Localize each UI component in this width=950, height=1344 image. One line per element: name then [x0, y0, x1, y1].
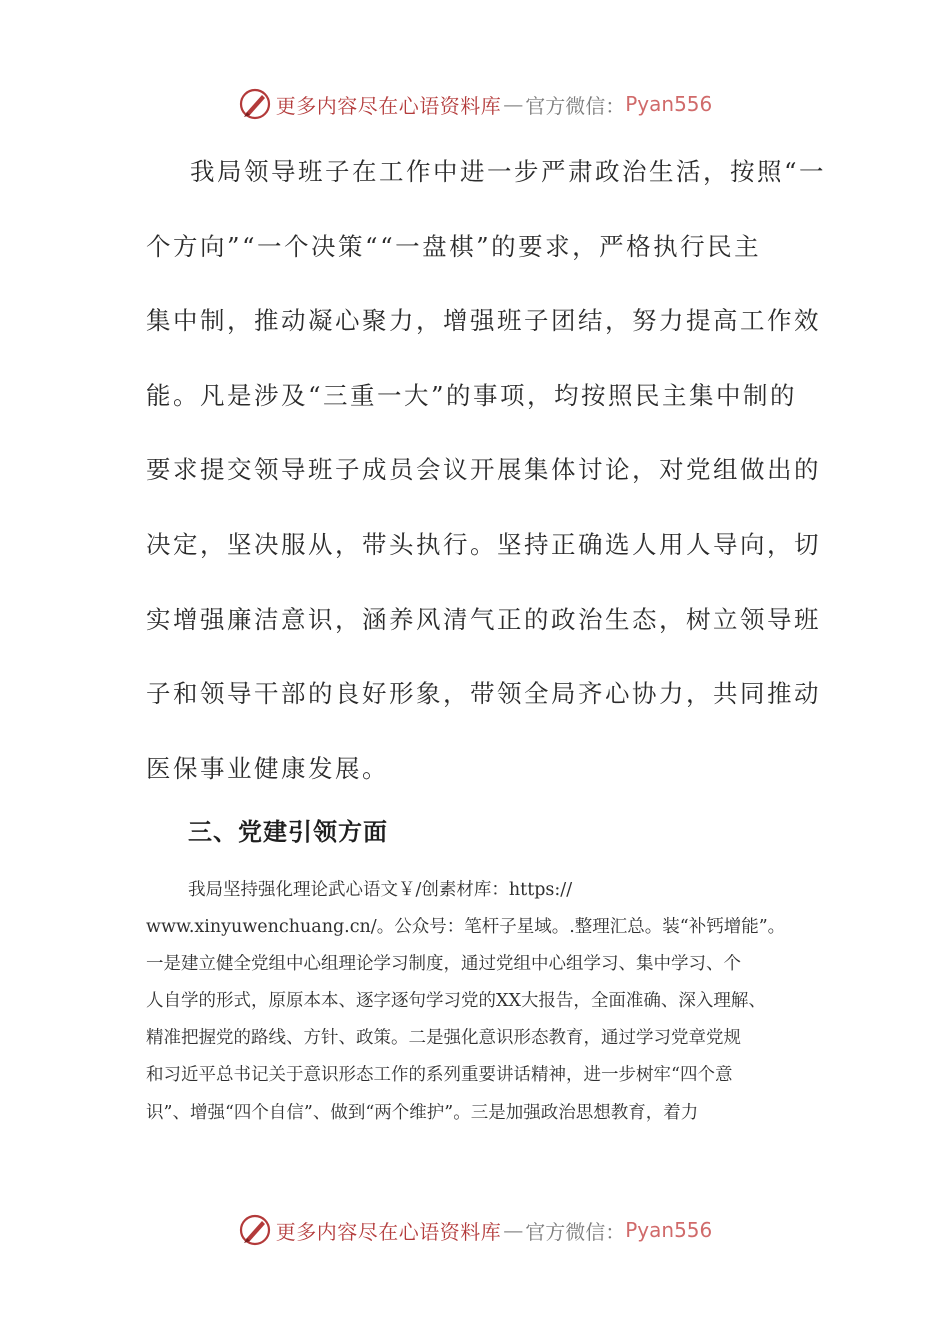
text-line: www.xinyuwenchuang.cn/。公众号：笔杆子星域。.整理汇总。装“补钙增能”。 [146, 917, 786, 938]
banner-contact-id: Pyan556 [625, 1218, 713, 1242]
text-line: 能。凡是涉及“三重一大”的事项，均按照民主集中制的 [146, 380, 798, 410]
banner-contact-label: 官方微信： [525, 1219, 626, 1244]
text-line: 个方向”“一个决策““一盘棋”的要求，严格执行民主 [146, 231, 762, 261]
banner-main-text: 更多内容尽在心语资料库 [275, 93, 502, 118]
section-heading: 三、党建引领方面 [188, 818, 388, 846]
text-line: 医保事业健康发展。 [146, 753, 389, 783]
text-line: 一是建立健全党组中心组理论学习制度，通过党组中心组学习、集中学习、个 [146, 954, 741, 975]
banner-main-text: 更多内容尽在心语资料库 [275, 1219, 502, 1244]
text-line: 集中制，推动凝心聚力，增强班子团结，努力提高工作效 [146, 306, 821, 336]
banner-separator: — [503, 1218, 524, 1242]
text-line: 识”、增强“四个自信”、做到“两个维护”。三是加强政治思想教育，着力 [146, 1102, 699, 1123]
banner-contact-id: Pyan556 [625, 92, 713, 116]
text-line: 人自学的形式，原原本本、逐字逐句学习党的XX大报告，全面准确、深入理解、 [146, 991, 766, 1012]
footer-banner [0, 1210, 950, 1250]
pen-logo-icon [238, 1213, 272, 1247]
text-line: 决定，坚决服从，带头执行。坚持正确选人用人导向，切 [146, 529, 821, 559]
text-line: 精准把握党的路线、方针、政策。二是强化意识形态教育，通过学习党章党规 [146, 1028, 741, 1049]
banner-contact-label: 官方微信： [525, 93, 626, 118]
text-line: 我局坚持强化理论武心语文￥/创素材库：https:// [188, 880, 573, 900]
paragraph-party-building [146, 872, 826, 1132]
text-line: 我局领导班子在工作中进一步严肃政治生活，按照“一 [190, 157, 827, 186]
text-line: 要求提交领导班子成员会议开展集体讨论，对党组做出的 [146, 455, 821, 485]
paragraph-leadership [146, 140, 827, 811]
pen-logo-icon [238, 87, 272, 121]
text-line: 实增强廉洁意识，涵养风清气正的政治生态，树立领导班 [146, 604, 821, 634]
header-banner [0, 84, 950, 124]
text-line: 和习近平总书记关于意识形态工作的系列重要讲话精神，进一步树牢“四个意 [146, 1065, 733, 1086]
banner-separator: — [503, 92, 524, 116]
text-line: 子和领导干部的良好形象，带领全局齐心协力，共同推动 [146, 679, 821, 709]
